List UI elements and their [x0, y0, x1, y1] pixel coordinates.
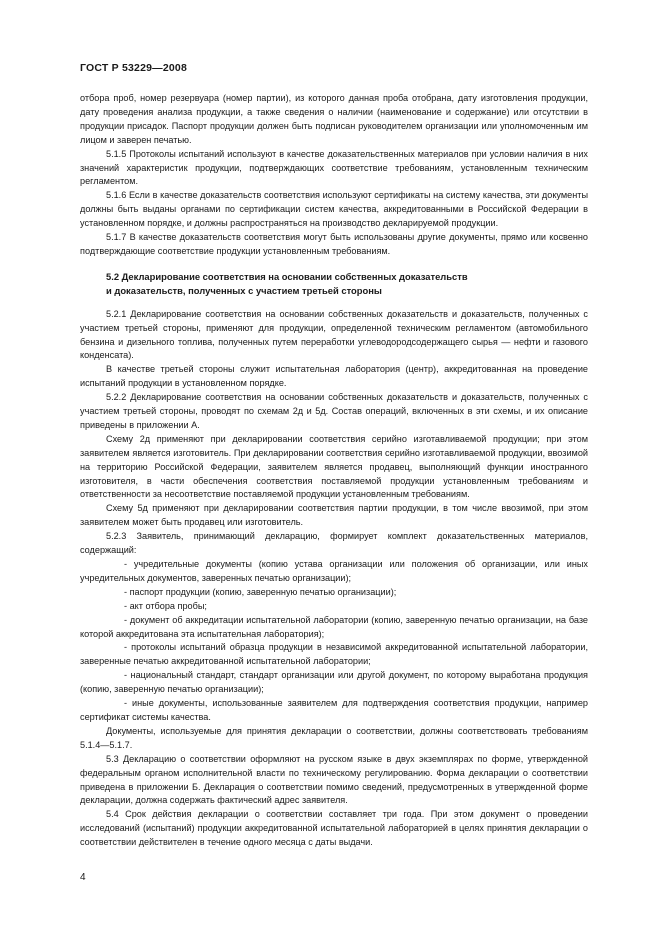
paragraph: В качестве третьей стороны служит испытательная лаборатория (центр), аккредитованная на проведение испытаний продукции в установленном порядке.	[80, 364, 588, 389]
paragraph: 5.2.1 Декларирование соответствия на основании собственных доказательств и доказательств, полученных с участием третьей стороны, применяют для продукции, определенной техническим регламентом (автомобильного бензина и дизельного топлива, полученных путем переработки углеводородсодержащего сырья — нефти и газового конденсата).	[80, 308, 588, 361]
document-header: ГОСТ Р 53229—2008	[80, 62, 188, 74]
paragraph: 5.2.3 Заявитель, принимающий декларацию, формирует комплект доказательственных материалов, содержащий:	[80, 531, 588, 556]
list-item: - паспорт продукции (копию, заверенную печатью организации);	[124, 586, 397, 597]
list-item: - акт отбора пробы;	[124, 600, 207, 611]
main-paragraphs	[80, 308, 588, 850]
paragraph: 5.3 Декларацию о соответствии оформляют на русском языке в двух экземплярах по форме, утвержденной федеральным органом исполнительной власти по техническому регулированию. Форма декларации о соответствии приведена в приложении Б. Декларация о соответствии помимо сведений, предусмотренных в утвержденной форме декларации, должна содержать фактический адрес заявителя.	[80, 753, 588, 806]
paragraph: 5.4 Срок действия декларации о соответствии составляет три года. При этом документ о проведении исследований (испытаний) продукции аккредитованной испытательной лабораторией в целях принятия декларации о соответствии действителен в течение одного месяца с даты выдачи.	[80, 809, 588, 848]
paragraph: Схему 5д применяют при декларировании соответствия партии продукции, в том числе ввозимой, при этом заявителем может быть продавец или изготовитель.	[80, 503, 588, 528]
page-number: 4	[80, 872, 86, 883]
paragraph: 5.1.6 Если в качестве доказательств соответствия используют сертификаты на систему качества, эти документы должны быть выданы органами по сертификации систем качества, аккредитованными в Российской Федерации в установленном порядке, и должны распространяться на производство декларируемой продукции.	[80, 190, 588, 229]
section-title-line-1: 5.2 Декларирование соответствия на основании собственных доказательств	[106, 270, 468, 282]
list-item: - протоколы испытаний образца продукции в независимой аккредитованной испытательной лаборатории, заверенные печатью аккредитованной испытательной лаборатории;	[80, 642, 588, 667]
paragraph: Документы, используемые для принятия декларации о соответствии, должны соответствовать требованиям 5.1.4—5.1.7.	[80, 725, 588, 750]
paragraph: 5.2.2 Декларирование соответствия на основании собственных доказательств и доказательств, полученных с участием третьей стороны, проводят по схемам 2д и 5д. Состав операций, включенных в эти схемы, и их описание приведены в приложении А.	[80, 392, 588, 430]
paragraph: 5.1.5 Протоколы испытаний используют в качестве доказательственных материалов при условии наличия в них значений характеристик продукции, подтверждающих соответствие требованиям, установленным техническим регламентом.	[80, 148, 588, 187]
list-item: - национальный стандарт, стандарт организации или другой документ, по которому выработана продукция (копию, заверенную печатью организации);	[80, 670, 588, 695]
section-title-line-2: и доказательств, полученных с участием третьей стороны	[106, 284, 382, 296]
top-paragraphs	[80, 92, 588, 259]
paragraph: отбора проб, номер резервуара (номер партии), из которого данная проба отобрана, дату изготовления продукции, дату проведения анализа продукции, а также сведения о наличии (наименование и содержание) или отсутствии в продукции присадок. Паспорт продукции должен быть подписан руководителем организации или уполномоченным им лицом и заверен печатью.	[80, 93, 588, 145]
list-item: - учредительные документы (копию устава организации или положения об организации, или иных учредительных документов, заверенных печатью организации);	[80, 559, 588, 583]
section-title	[106, 270, 588, 298]
document-body	[80, 92, 588, 850]
paragraph: 5.1.7 В качестве доказательств соответствия могут быть использованы другие документы, прямо или косвенно подтверждающие соответствие продукции установленным требованиям.	[80, 232, 588, 256]
list-item: - иные документы, использованные заявителем для подтверждения соответствия продукции, например сертификат системы качества.	[80, 698, 588, 722]
paragraph: Схему 2д применяют при декларировании соответствия серийно изготавливаемой продукции; при этом заявителем является изготовитель. При декларировании соответствия серийно изготавливаемой продукции, ввозимой на территорию Российской Федерации, заявителем является продавец, выполняющий функции иностранного изготовителя, в части обеспечения соответствия поставляемой продукции установленным требованиям и ответственности за несоответствие поставляемой продукции установленным требованиям.	[80, 433, 588, 500]
list-item: - документ об аккредитации испытательной лаборатории (копию, заверенную печатью организации, на базе которой аккредитована эта испытательная лаборатория);	[80, 614, 588, 639]
